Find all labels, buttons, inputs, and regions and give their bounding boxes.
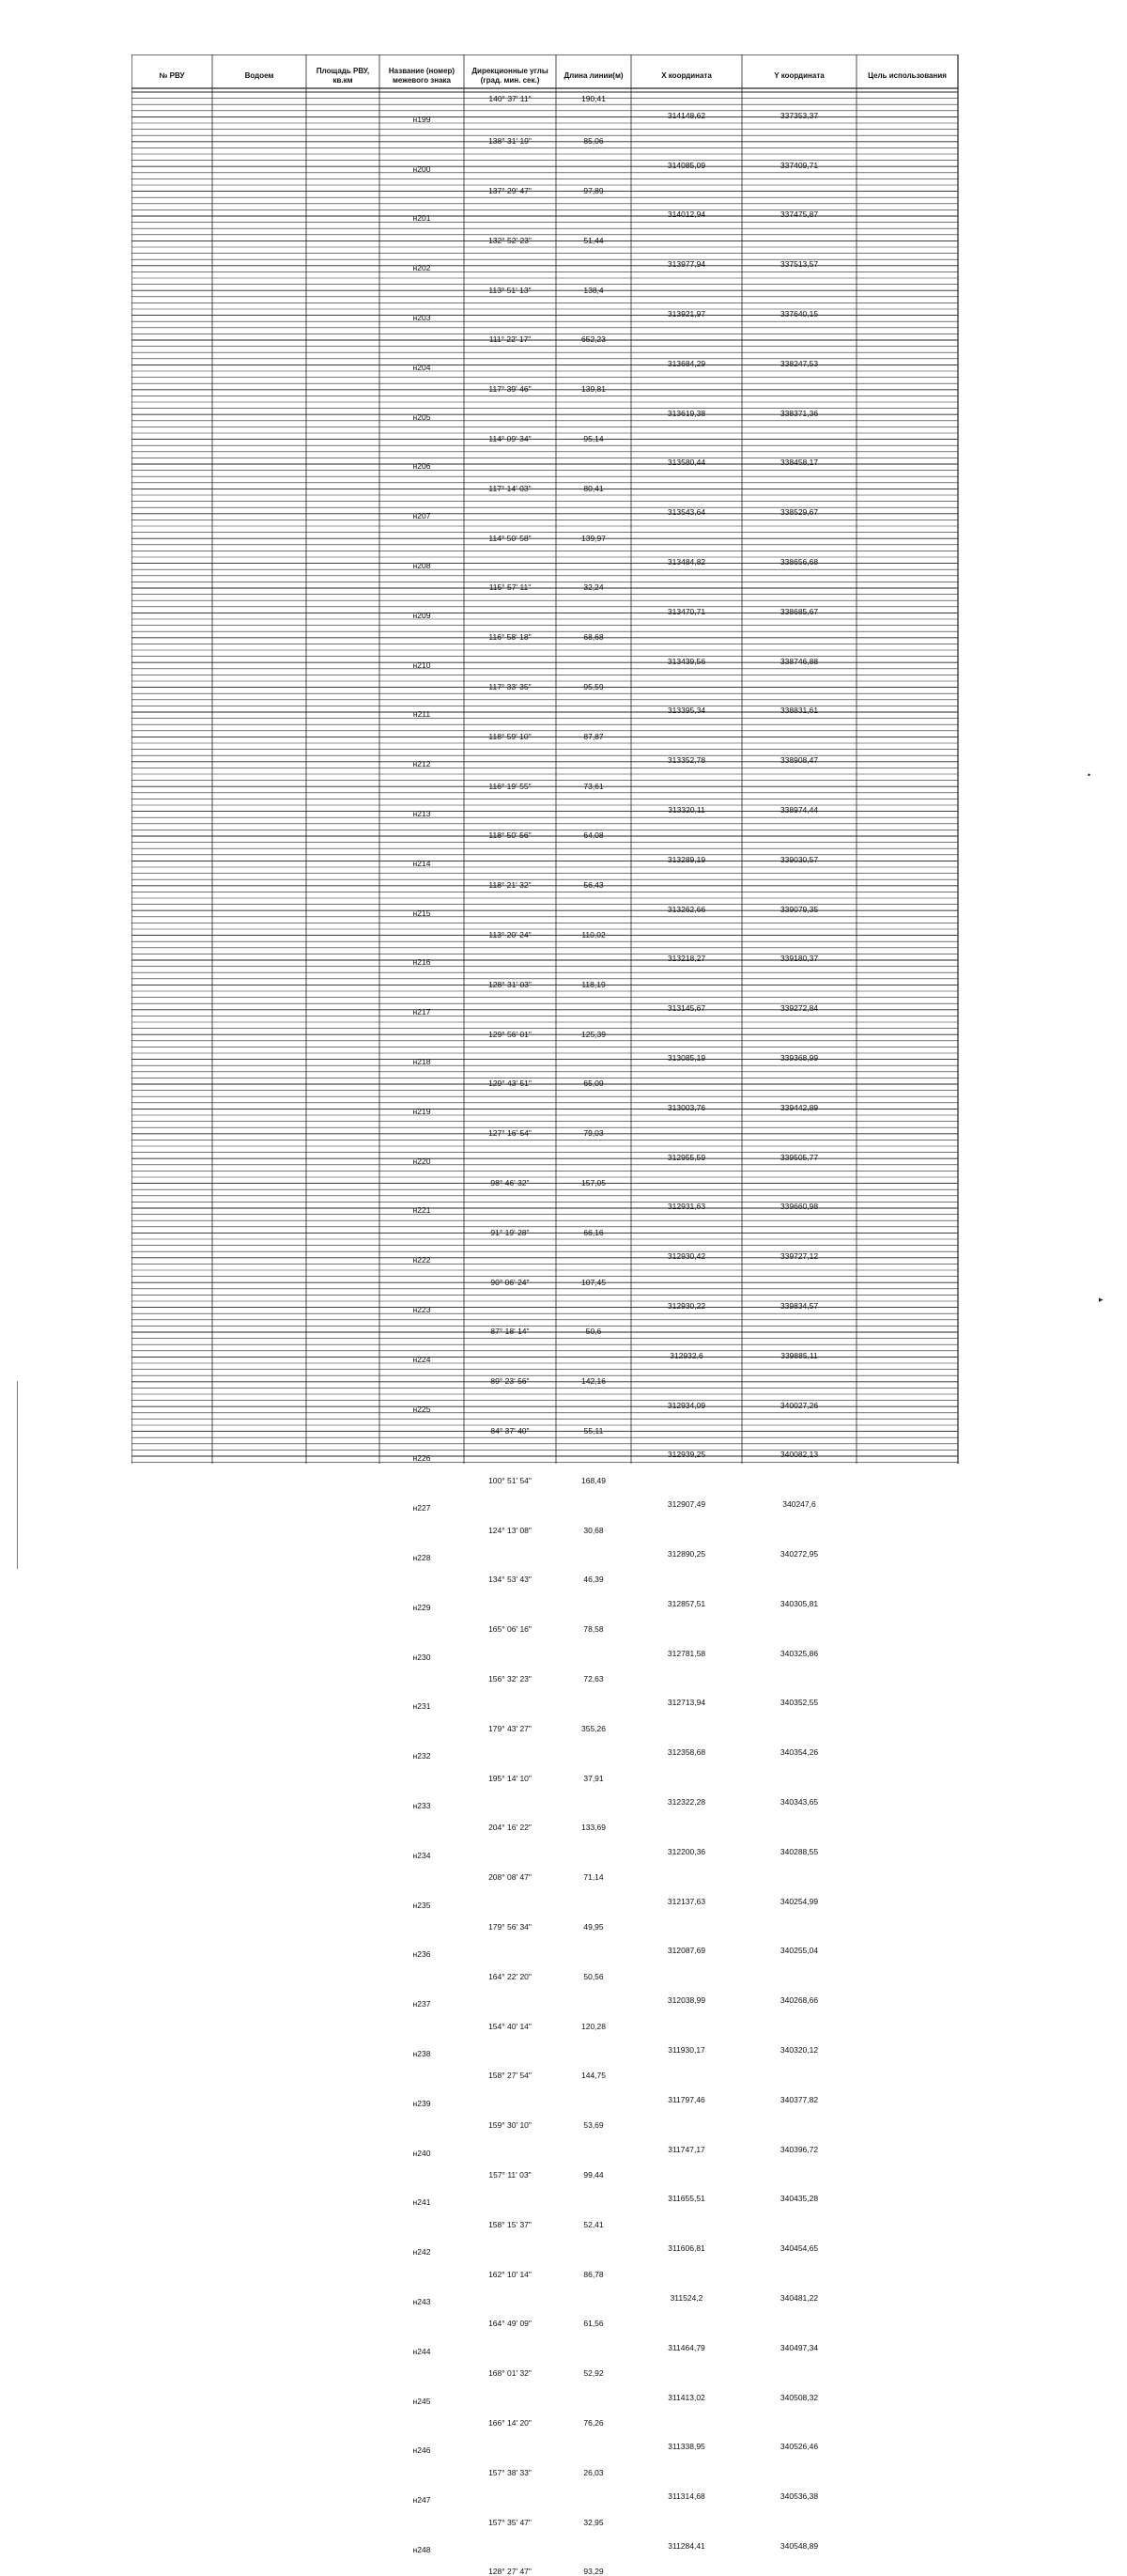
boundary-mark-cell: н216 — [412, 957, 431, 968]
length-cell: 32,95 — [583, 2517, 604, 2527]
y-coordinate-cell: 339727,12 — [780, 1251, 819, 1262]
angle-cell: 204° 16' 22" — [488, 1823, 532, 1833]
x-coordinate-cell: 312358,68 — [667, 1747, 706, 1758]
angle-cell: 115° 57' 11" — [488, 582, 532, 593]
angle-cell: 159° 30' 10" — [488, 2120, 532, 2131]
boundary-mark-cell: н243 — [412, 2296, 431, 2306]
angle-cell: 179° 56' 34" — [488, 1921, 532, 1932]
scan-speck: • — [1088, 770, 1091, 780]
column-header: Цель использования — [868, 71, 947, 80]
boundary-mark-cell: н212 — [412, 759, 431, 769]
boundary-mark-cell: н221 — [412, 1205, 431, 1216]
length-cell: 66,16 — [583, 1227, 604, 1237]
length-cell: 53,69 — [583, 2120, 604, 2131]
length-cell: 138,4 — [583, 285, 604, 295]
angle-cell: 132° 52' 23" — [488, 235, 532, 245]
angle-cell: 117° 39' 46" — [488, 384, 532, 395]
length-cell: 61,56 — [583, 2319, 604, 2329]
boundary-mark-cell: н206 — [412, 461, 431, 472]
length-cell: 72,63 — [583, 1673, 604, 1684]
angle-cell: 113° 20' 24" — [488, 929, 532, 939]
angle-cell: 89° 23' 56" — [490, 1376, 530, 1387]
y-coordinate-cell: 340435,28 — [780, 2194, 819, 2204]
y-coordinate-cell: 339079,35 — [780, 904, 819, 914]
length-cell: 99,44 — [583, 2169, 604, 2180]
x-coordinate-cell: 313395,34 — [667, 706, 706, 716]
boundary-mark-cell: н210 — [412, 660, 431, 670]
angle-cell: 91° 19' 28" — [490, 1227, 530, 1237]
x-coordinate-cell: 313684,29 — [667, 358, 706, 368]
boundary-mark-cell: н223 — [412, 1304, 431, 1314]
x-coordinate-cell: 314148,62 — [667, 110, 706, 120]
x-coordinate-cell: 311524,2 — [670, 2292, 703, 2303]
boundary-mark-cell: н230 — [412, 1652, 431, 1662]
column-header: Дирекционные углы (град. мин. сек.) — [471, 67, 548, 85]
y-coordinate-cell: 339660,98 — [780, 1202, 819, 1212]
length-cell: 51,44 — [583, 235, 604, 245]
angle-cell: 114° 50' 58" — [488, 533, 532, 543]
y-coordinate-cell: 338908,47 — [780, 755, 819, 766]
x-coordinate-cell: 313977,94 — [667, 259, 706, 270]
length-cell: 110,02 — [581, 929, 606, 939]
length-cell: 56,43 — [583, 880, 604, 891]
length-cell: 355,26 — [581, 1723, 606, 1733]
length-cell: 71,14 — [583, 1872, 604, 1883]
boundary-mark-cell: н219 — [412, 1106, 431, 1116]
x-coordinate-cell: 312781,58 — [667, 1648, 706, 1658]
x-coordinate-cell: 311747,17 — [668, 2144, 705, 2154]
x-coordinate-cell: 312930,22 — [667, 1300, 706, 1311]
length-cell: 142,16 — [581, 1376, 606, 1387]
boundary-mark-cell: н240 — [412, 2148, 431, 2158]
length-cell: 85,06 — [583, 136, 604, 147]
angle-cell: 158° 27' 54" — [488, 2071, 532, 2081]
angle-cell: 124° 13' 08" — [488, 1525, 532, 1535]
column-header: Название (номер) межевого знака — [388, 67, 455, 85]
y-coordinate-cell: 337475,87 — [780, 209, 819, 220]
y-coordinate-cell: 338458,17 — [780, 458, 819, 468]
x-coordinate-cell: 313320,11 — [668, 804, 705, 815]
boundary-mark-cell: н222 — [412, 1255, 431, 1265]
x-coordinate-cell: 311797,46 — [668, 2094, 705, 2104]
boundary-mark-cell: н242 — [412, 2247, 431, 2258]
table-grid — [131, 54, 1033, 1464]
length-cell: 30,68 — [583, 1525, 604, 1535]
boundary-mark-cell: н227 — [412, 1503, 431, 1513]
length-cell: 168,49 — [581, 1475, 606, 1485]
length-cell: 118,19 — [581, 979, 606, 989]
angle-cell: 162° 10' 14" — [488, 2269, 532, 2279]
length-cell: 87,87 — [583, 731, 604, 741]
y-coordinate-cell: 338974,44 — [780, 804, 819, 815]
y-coordinate-cell: 339442,89 — [780, 1102, 819, 1112]
x-coordinate-cell: 312939,25 — [667, 1450, 706, 1460]
angle-cell: 179° 43' 27" — [488, 1723, 532, 1733]
length-cell: 78,58 — [583, 1624, 604, 1635]
length-cell: 97,89 — [583, 185, 604, 195]
boundary-mark-cell: н238 — [412, 2048, 431, 2058]
boundary-mark-cell: н200 — [412, 163, 431, 174]
length-cell: 80,41 — [583, 483, 604, 493]
y-coordinate-cell: 340255,04 — [780, 1946, 819, 1956]
boundary-mark-cell: н199 — [412, 114, 431, 124]
x-coordinate-cell: 313580,44 — [667, 458, 706, 468]
length-cell: 32,24 — [583, 582, 604, 593]
y-coordinate-cell: 339834,57 — [780, 1300, 819, 1311]
boundary-mark-cell: н201 — [412, 213, 431, 224]
boundary-mark-cell: н203 — [412, 312, 431, 322]
length-cell: 49,95 — [583, 1921, 604, 1932]
angle-cell: 113° 51' 13" — [488, 285, 532, 295]
length-cell: 52,92 — [583, 2368, 604, 2379]
x-coordinate-cell: 313289,19 — [667, 854, 706, 864]
angle-cell: 117° 14' 03" — [488, 483, 532, 493]
column-header: X координата — [661, 71, 712, 80]
angle-cell: 157° 11' 03" — [488, 2169, 532, 2180]
y-coordinate-cell: 340536,38 — [780, 2491, 819, 2502]
boundary-mark-cell: н220 — [412, 1156, 431, 1166]
y-coordinate-cell: 338371,36 — [780, 408, 819, 418]
angle-cell: 138° 31' 19" — [488, 136, 532, 147]
y-coordinate-cell: 340325,86 — [780, 1648, 819, 1658]
angle-cell: 137° 29' 47" — [488, 185, 532, 195]
angle-cell: 164° 22' 20" — [488, 1971, 532, 1981]
y-coordinate-cell: 338529,67 — [780, 507, 819, 518]
boundary-mark-cell: н211 — [412, 709, 431, 720]
x-coordinate-cell: 311314,68 — [668, 2491, 705, 2502]
length-cell: 120,28 — [581, 2021, 606, 2031]
length-cell: 68,68 — [583, 632, 604, 643]
angle-cell: 166° 14' 20" — [488, 2417, 532, 2428]
length-cell: 26,03 — [583, 2467, 604, 2477]
boundary-mark-cell: н244 — [412, 2346, 431, 2356]
scan-margin-line — [17, 1381, 18, 1569]
x-coordinate-cell: 313352,78 — [667, 755, 706, 766]
length-cell: 73,61 — [583, 781, 604, 791]
angle-cell: 100° 51' 54" — [488, 1475, 532, 1485]
x-coordinate-cell: 314085,09 — [667, 160, 706, 170]
length-cell: 50,6 — [585, 1327, 602, 1337]
length-cell: 86,78 — [583, 2269, 604, 2279]
x-coordinate-cell: 311655,51 — [668, 2194, 705, 2204]
length-cell: 79,03 — [583, 1128, 604, 1139]
length-cell: 46,39 — [583, 1575, 604, 1585]
coordinates-table — [131, 54, 1033, 2576]
boundary-mark-cell: н248 — [412, 2544, 431, 2554]
angle-cell: 165° 06' 16" — [488, 1624, 532, 1635]
boundary-mark-cell: н234 — [412, 1850, 431, 1860]
x-coordinate-cell: 313085,19 — [667, 1052, 706, 1063]
y-coordinate-cell: 339272,84 — [780, 1003, 819, 1014]
length-cell: 107,45 — [581, 1277, 606, 1287]
y-coordinate-cell: 338247,53 — [780, 358, 819, 368]
angle-cell: 129° 56' 01" — [488, 1029, 532, 1039]
x-coordinate-cell: 312322,28 — [667, 1796, 706, 1807]
x-coordinate-cell: 312857,51 — [667, 1598, 706, 1608]
boundary-mark-cell: н213 — [412, 808, 431, 818]
y-coordinate-cell: 340247,6 — [782, 1499, 816, 1510]
boundary-mark-cell: н226 — [412, 1453, 431, 1464]
column-header: Водоем — [244, 71, 274, 80]
boundary-mark-cell: н214 — [412, 858, 431, 868]
length-cell: 95,59 — [583, 681, 604, 691]
x-coordinate-cell: 312932,6 — [670, 1350, 703, 1360]
length-cell: 37,91 — [583, 1773, 604, 1783]
x-coordinate-cell: 311338,95 — [668, 2442, 705, 2452]
y-coordinate-cell: 339030,57 — [780, 854, 819, 864]
length-cell: 76,26 — [583, 2417, 604, 2428]
length-cell: 190,41 — [581, 93, 606, 103]
angle-cell: 129° 43' 51" — [488, 1079, 532, 1089]
y-coordinate-cell: 340377,82 — [780, 2094, 819, 2104]
angle-cell: 84° 37' 40" — [490, 1425, 530, 1435]
x-coordinate-cell: 312713,94 — [667, 1698, 706, 1708]
y-coordinate-cell: 340305,81 — [780, 1598, 819, 1608]
y-coordinate-cell: 340454,65 — [780, 2243, 819, 2254]
length-cell: 55,11 — [583, 1425, 604, 1435]
x-coordinate-cell: 313543,64 — [667, 507, 706, 518]
length-cell: 95,14 — [583, 433, 604, 443]
boundary-mark-cell: н205 — [412, 411, 431, 422]
y-coordinate-cell: 339368,99 — [780, 1052, 819, 1063]
x-coordinate-cell: 312930,42 — [667, 1251, 706, 1262]
y-coordinate-cell: 340254,99 — [780, 1896, 819, 1906]
x-coordinate-cell: 313003,76 — [667, 1102, 706, 1112]
angle-cell: 164° 49' 09" — [488, 2319, 532, 2329]
scan-speck: ▸ — [1099, 1295, 1104, 1304]
y-coordinate-cell: 340343,65 — [780, 1796, 819, 1807]
column-header: Площадь РВУ, кв.км — [316, 67, 370, 85]
length-cell: 652,23 — [581, 334, 606, 345]
angle-cell: 134° 53' 43" — [488, 1575, 532, 1585]
x-coordinate-cell: 314012,94 — [667, 209, 706, 220]
boundary-mark-cell: н231 — [412, 1701, 431, 1712]
y-coordinate-cell: 337409,71 — [780, 160, 819, 170]
x-coordinate-cell: 313470,71 — [667, 606, 706, 616]
y-coordinate-cell: 340497,34 — [780, 2342, 819, 2352]
x-coordinate-cell: 313484,82 — [667, 556, 706, 566]
angle-cell: 128° 31' 03" — [488, 979, 532, 989]
x-coordinate-cell: 312890,25 — [667, 1548, 706, 1559]
angle-cell: 140° 37' 11" — [488, 93, 532, 103]
angle-cell: 116° 19' 55" — [488, 781, 532, 791]
boundary-mark-cell: н218 — [412, 1056, 431, 1066]
x-coordinate-cell: 313218,27 — [667, 954, 706, 964]
angle-cell: 114° 09' 34" — [488, 433, 532, 443]
angle-cell: 118° 59' 10" — [488, 731, 532, 741]
x-coordinate-cell: 311284,41 — [668, 2540, 705, 2551]
length-cell: 139,97 — [581, 533, 606, 543]
angle-cell: 157° 38' 33" — [488, 2467, 532, 2477]
length-cell: 65,09 — [583, 1079, 604, 1089]
angle-cell: 156° 32' 23" — [488, 1673, 532, 1684]
boundary-mark-cell: н229 — [412, 1602, 431, 1612]
x-coordinate-cell: 312137,63 — [667, 1896, 706, 1906]
boundary-mark-cell: н215 — [412, 908, 431, 918]
y-coordinate-cell: 338685,67 — [780, 606, 819, 616]
boundary-mark-cell: н239 — [412, 2098, 431, 2108]
column-header: № РВУ — [159, 71, 185, 80]
x-coordinate-cell: 312931,63 — [667, 1202, 706, 1212]
y-coordinate-cell: 340027,26 — [780, 1400, 819, 1410]
x-coordinate-cell: 311606,81 — [668, 2243, 705, 2254]
angle-cell: 87° 18' 14" — [490, 1327, 530, 1337]
x-coordinate-cell: 313619,38 — [667, 408, 706, 418]
y-coordinate-cell: 339180,37 — [780, 954, 819, 964]
x-coordinate-cell: 311464,79 — [668, 2342, 705, 2352]
length-cell: 50,56 — [583, 1971, 604, 1981]
angle-cell: 111° 22' 17" — [488, 334, 532, 345]
y-coordinate-cell: 339505,77 — [780, 1152, 819, 1162]
y-coordinate-cell: 340268,66 — [780, 1995, 819, 2006]
boundary-mark-cell: н207 — [412, 511, 431, 521]
column-header: Y координата — [774, 71, 825, 80]
x-coordinate-cell: 311413,02 — [668, 2392, 705, 2402]
length-cell: 139,81 — [581, 384, 606, 395]
boundary-mark-cell: н232 — [412, 1751, 431, 1761]
boundary-mark-cell: н225 — [412, 1404, 431, 1414]
length-cell: 144,75 — [581, 2071, 606, 2081]
length-cell: 133,69 — [581, 1823, 606, 1833]
boundary-mark-cell: н228 — [412, 1552, 431, 1562]
length-cell: 157,05 — [581, 1177, 606, 1187]
length-cell: 64,08 — [583, 830, 604, 841]
boundary-mark-cell: н224 — [412, 1354, 431, 1364]
boundary-mark-cell: н235 — [412, 1900, 431, 1910]
y-coordinate-cell: 340082,13 — [780, 1450, 819, 1460]
y-coordinate-cell: 337513,57 — [780, 259, 819, 270]
boundary-mark-cell: н247 — [412, 2495, 431, 2506]
length-cell: 52,41 — [583, 2219, 604, 2229]
boundary-mark-cell: н233 — [412, 1800, 431, 1810]
angle-cell: 157° 35' 47" — [488, 2517, 532, 2527]
angle-cell: 158° 15' 37" — [488, 2219, 532, 2229]
y-coordinate-cell: 338831,61 — [780, 706, 819, 716]
angle-cell: 117° 33' 35" — [488, 681, 532, 691]
y-coordinate-cell: 340320,12 — [780, 2044, 819, 2055]
length-cell: 93,29 — [583, 2567, 604, 2576]
angle-cell: 195° 14' 10" — [488, 1773, 532, 1783]
boundary-mark-cell: н204 — [412, 362, 431, 372]
angle-cell: 154° 40' 14" — [488, 2021, 532, 2031]
boundary-mark-cell: н209 — [412, 610, 431, 620]
boundary-mark-cell: н246 — [412, 2445, 431, 2456]
y-coordinate-cell: 337353,37 — [780, 110, 819, 120]
length-cell: 125,39 — [581, 1029, 606, 1039]
angle-cell: 208° 08' 47" — [488, 1872, 532, 1883]
boundary-mark-cell: н208 — [412, 560, 431, 570]
x-coordinate-cell: 313145,67 — [667, 1003, 706, 1014]
y-coordinate-cell: 340548,89 — [780, 2540, 819, 2551]
y-coordinate-cell: 338746,88 — [780, 656, 819, 666]
y-coordinate-cell: 340288,55 — [780, 1846, 819, 1856]
angle-cell: 118° 21' 32" — [488, 880, 532, 891]
boundary-mark-cell: н245 — [412, 2396, 431, 2406]
angle-cell: 90° 06' 24" — [490, 1277, 530, 1287]
column-header: Длина линии(м) — [564, 71, 624, 80]
y-coordinate-cell: 338656,68 — [780, 556, 819, 566]
y-coordinate-cell: 340272,95 — [780, 1548, 819, 1559]
angle-cell: 116° 58' 18" — [488, 632, 532, 643]
x-coordinate-cell: 312934,09 — [667, 1400, 706, 1410]
x-coordinate-cell: 312200,36 — [667, 1846, 706, 1856]
boundary-mark-cell: н202 — [412, 263, 431, 273]
y-coordinate-cell: 340354,26 — [780, 1747, 819, 1758]
x-coordinate-cell: 311930,17 — [668, 2044, 705, 2055]
angle-cell: 128° 27' 47" — [488, 2567, 532, 2576]
x-coordinate-cell: 313439,56 — [667, 656, 706, 666]
x-coordinate-cell: 312907,49 — [667, 1499, 706, 1510]
y-coordinate-cell: 339885,11 — [780, 1350, 818, 1360]
x-coordinate-cell: 313262,66 — [667, 904, 706, 914]
y-coordinate-cell: 340396,72 — [780, 2144, 819, 2154]
boundary-mark-cell: н236 — [412, 1949, 431, 1960]
y-coordinate-cell: 340526,46 — [780, 2442, 819, 2452]
y-coordinate-cell: 340481,22 — [780, 2292, 819, 2303]
boundary-mark-cell: н217 — [412, 1007, 431, 1017]
x-coordinate-cell: 312955,59 — [667, 1152, 706, 1162]
x-coordinate-cell: 312038,99 — [667, 1995, 706, 2006]
boundary-mark-cell: н237 — [412, 1999, 431, 2010]
angle-cell: 168° 01' 32" — [488, 2368, 532, 2379]
y-coordinate-cell: 337640,15 — [780, 308, 819, 318]
angle-cell: 98° 46' 32" — [490, 1177, 530, 1187]
angle-cell: 127° 16' 54" — [488, 1128, 532, 1139]
x-coordinate-cell: 312087,69 — [667, 1946, 706, 1956]
x-coordinate-cell: 313921,97 — [667, 308, 706, 318]
boundary-mark-cell: н241 — [412, 2197, 431, 2208]
y-coordinate-cell: 340352,55 — [780, 1698, 819, 1708]
angle-cell: 118° 50' 56" — [488, 830, 532, 841]
y-coordinate-cell: 340508,32 — [780, 2392, 819, 2402]
